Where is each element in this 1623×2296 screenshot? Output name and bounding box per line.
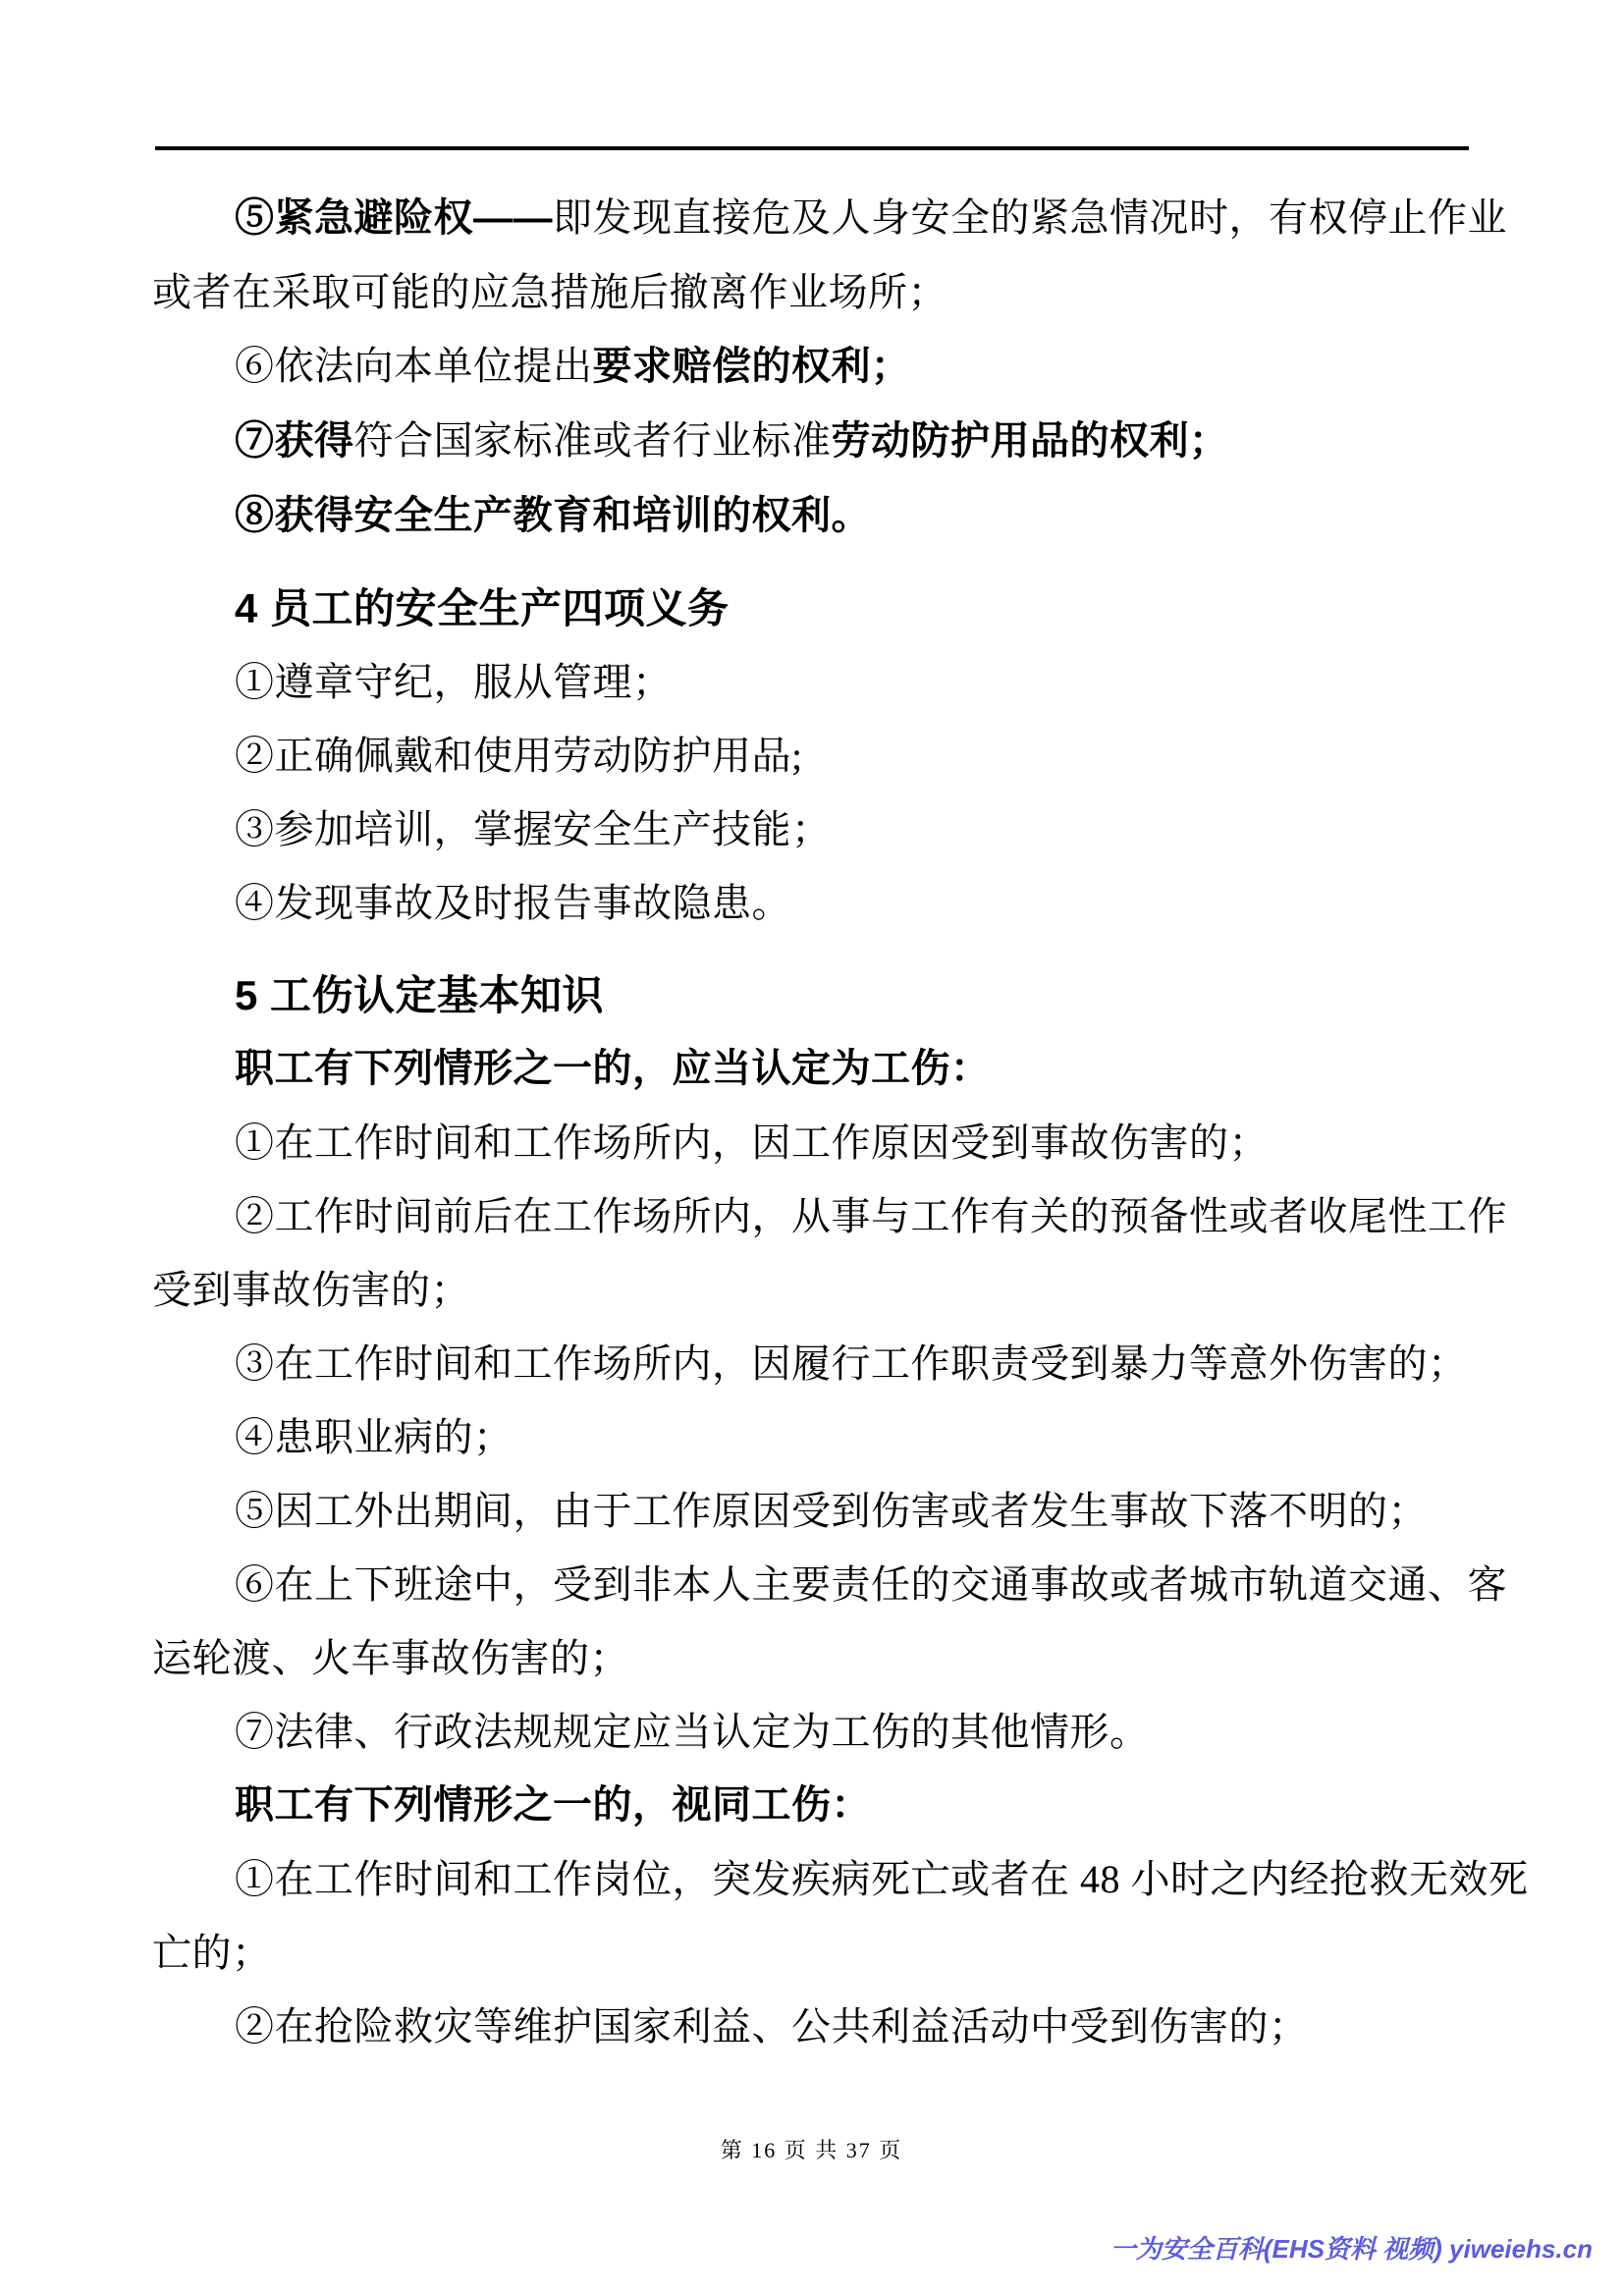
rights-item-5-term: ⑤紧急避险权—— <box>235 196 553 240</box>
watermark-text: 一为安全百科(EHS资料 视频) yiweiehs.cn <box>1109 2234 1593 2264</box>
rights-item-6-term: 要求赔偿的权利； <box>592 345 911 388</box>
duty-item-2: ②正确佩戴和使用劳动防护用品; <box>235 734 803 778</box>
duty-item-4: ④发现事故及时报告事故隐患。 <box>235 881 791 925</box>
injury-item-7: ⑦法律、行政法规规定应当认定为工伤的其他情形。 <box>235 1710 1150 1754</box>
rights-item-5-line2: 或者在采取可能的应急措施后撤离作业场所； <box>152 270 947 314</box>
injury-item-2-line1: ②工作时间前后在工作场所内，从事与工作有关的预备性或者收尾性工作 <box>235 1194 1507 1238</box>
rights-item-5-line1 <box>152 181 1507 255</box>
injury-item-6-line2: 运轮渡、火车事故伤害的； <box>152 1636 629 1680</box>
rights-item-6-pre: ⑥依法向本单位提出 <box>235 344 593 388</box>
header-divider <box>155 146 1469 150</box>
rights-item-7-mid: 符合国家标准或者行业标准 <box>353 418 832 463</box>
rights-item-6 <box>152 329 1478 404</box>
rights-item-8 <box>152 478 1478 553</box>
section-heading-5: 5 工伤认定基本知识 <box>235 972 605 1018</box>
deemed-item-2: ②在抢险救灾等维护国家利益、公共利益活动中受到伤害的； <box>235 2004 1309 2049</box>
rights-item-7-term2: 劳动防护用品的权利； <box>831 419 1229 463</box>
document-body <box>152 181 1529 2063</box>
page-number-text: 第 16 页 共 37 页 <box>720 2138 903 2162</box>
duty-item-3: ③参加培训，掌握安全生产技能； <box>235 807 832 851</box>
rights-item-7-term1: ⑦获得 <box>235 419 354 463</box>
injury-deemed-intro: 职工有下列情形之一的，视同工伤： <box>235 1783 871 1827</box>
injury-item-5: ⑤因工外出期间，由于工作原因受到伤害或者发生事故下落不明的； <box>235 1489 1428 1533</box>
rights-item-8-term: ⑧获得安全生产教育和培训的权利。 <box>235 494 871 537</box>
rights-item-5-text: 即发现直接危及人身安全的紧急情况时，有权停止作业 <box>553 195 1507 240</box>
injury-item-2-line2: 受到事故伤害的； <box>152 1268 470 1312</box>
rights-item-7 <box>152 404 1478 478</box>
deemed-item-1-line1: ①在工作时间和工作岗位，突发疾病死亡或者在 48 小时之内经抢救无效死 <box>235 1857 1529 1901</box>
injury-item-4: ④患职业病的； <box>235 1415 514 1459</box>
duty-item-1: ①遵章守纪，服从管理； <box>235 660 673 704</box>
injury-item-6-line1: ⑥在上下班途中，受到非本人主要责任的交通事故或者城市轨道交通、客 <box>235 1562 1507 1607</box>
section-heading-4: 4 员工的安全生产四项义务 <box>235 585 730 631</box>
injury-item-1: ①在工作时间和工作场所内，因工作原因受到事故伤害的； <box>235 1121 1269 1165</box>
page-footer <box>0 2127 1623 2174</box>
injury-item-3: ③在工作时间和工作场所内，因履行工作职责受到暴力等意外伤害的； <box>235 1341 1468 1386</box>
injury-recognize-intro: 职工有下列情形之一的，应当认定为工伤： <box>235 1047 991 1090</box>
deemed-item-1-line2: 亡的； <box>152 1931 272 1975</box>
